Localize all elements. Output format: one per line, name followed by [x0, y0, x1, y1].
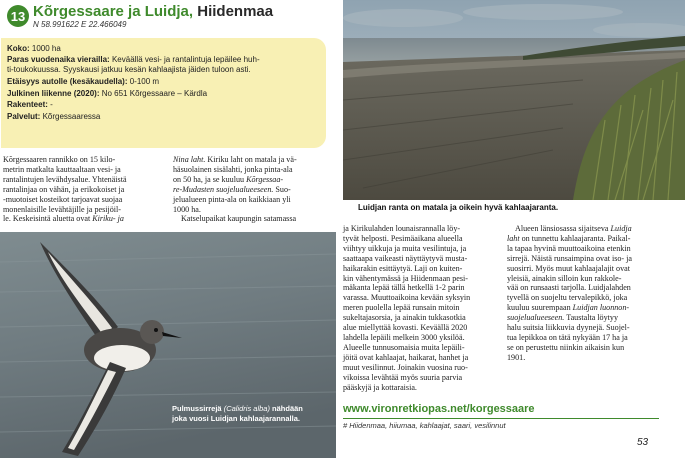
info-season: Paras vuodenaika vierailla: Keväällä vesi- ja rantalintuja lepäilee huh-: [7, 55, 260, 64]
beach-photo: [343, 0, 685, 200]
hashtags: # Hiidenmaa, hiiumaa, kahlaajat, saari, vesilinnut: [343, 421, 506, 430]
info-transport: Julkinen liikenne (2020): No 651 Kõrgessaare – Kärdla: [7, 89, 208, 98]
beach-caption: Luidjan ranta on matala ja oikein hyvä kahlaajaranta.: [358, 203, 559, 212]
body-column-1: Kõrgessaaren rannikko on 15 kilo- metrin matkalta kauttaaltaan vesi- ja rantalintujen levähdysalue. Yhtenäistä rantalinjaa on vähän, ja erikokoiset ja -muotoiset kosteikot tarjoavat suojaa monenlaisille levähtäjille ja pesijöil- le. Keskeisintä aluetta ovat Kiriku- ja: [3, 155, 127, 224]
body-column-4: Alueen länsiosassa sijaitseva Luidja laht on tunnettu kahlaajaranta. Paikal- la tapaa hyvinä muuttoaikoina etenkin sirrejä. Näistä runsaimpina ovat iso- ja suosirri. Myös muut kahlaajalajit ovat yleisiä, ainakin silloin kun rakkole- vää on runsaasti tarjolla. Luidjalahden tyvellä on suojeltu tervalepikkö, joka kuuluu suurempaan Luidjan luonnon- suojelualueeseen. Taustalta löytyy halu suitsia liikkuvia dyynejä. Suojel- tua lepikkoa on tätä nykyään 17 ha ja se on perustettu niinkin aikaisin kun 1901.: [507, 224, 632, 362]
title-place: Kõrgessaare ja Luidja,: [33, 3, 194, 20]
info-area: Koko: 1000 ha: [7, 44, 61, 53]
bird-caption: Pulmussirrejä (Calidris alba) nähdään joka vuosi Luidjan kahlaajarannalla.: [172, 404, 303, 423]
info-season-cont: ti-toukokuussa. Syyskausi jatkuu kesän kahlaajista jäiden tuloon asti.: [7, 65, 251, 74]
title-region: Hiidenmaa: [193, 3, 274, 20]
info-distance: Etäisyys autolle (kesäkaudella): 0-100 m: [7, 77, 160, 86]
page-number: 53: [637, 437, 649, 448]
page-title: [33, 3, 273, 20]
bird-photo: [0, 232, 336, 458]
footer-divider: [343, 418, 659, 419]
body-column-2: Nina laht. Kiriku laht on matala ja vä- häsuolainen sisälahti, jonka pinta-ala on 50 ha, ja se kuuluu Kõrgessaa- re-Mudasten suojelualueeseen. Suo- jelualueen pinta-ala on kaikkiaan yli 1000 ha. Katselupaikat kaupungin satamassa: [173, 155, 297, 224]
site-number-badge: [7, 5, 29, 27]
website-link[interactable]: www.vironretkiopas.net/korgessaare: [343, 403, 535, 415]
info-services: Palvelut: Kõrgessaaressa: [7, 112, 101, 121]
site-number: 13: [10, 8, 26, 24]
info-structures: Rakenteet: -: [7, 100, 53, 109]
body-column-3: ja Kirikulahden lounaisrannalla löy- tyvät helposti. Pesimäaikana alueella viihtyy uikkuja ja muita vesilintuja, ja saattaapa vaikeasti näyttäytyvä musta- haikarakin esittäytyä. Laji on kuiten- kin vähentymässä ja Hiidenmaan pesi- mäkanta lepää tällä hetkellä 1-2 parin varassa. Muuttoaikoina kevään syksyin meren puolella lepää runsain mitoin sukeltajasorsia, ja ainakin tukkasotkia alue miellyttää kovasti. Keväällä 2020 lahdella lepäili melkein 3000 yksilöä. Alueelle tunnusomaisia muita lepäili- jöitä ovat kahlaajat, haikarat, hanhet ja muut vesilinnut. Joinakin vuosina ruo- vikoissa levähtää myös suuria parvia pääskyjä ja kottaraisia.: [343, 224, 471, 392]
beach-illustration: [343, 0, 685, 200]
coordinates: N 58.991622 E 22.466049: [33, 20, 127, 29]
info-box: [1, 38, 326, 148]
sanderling-illustration: [0, 232, 336, 458]
